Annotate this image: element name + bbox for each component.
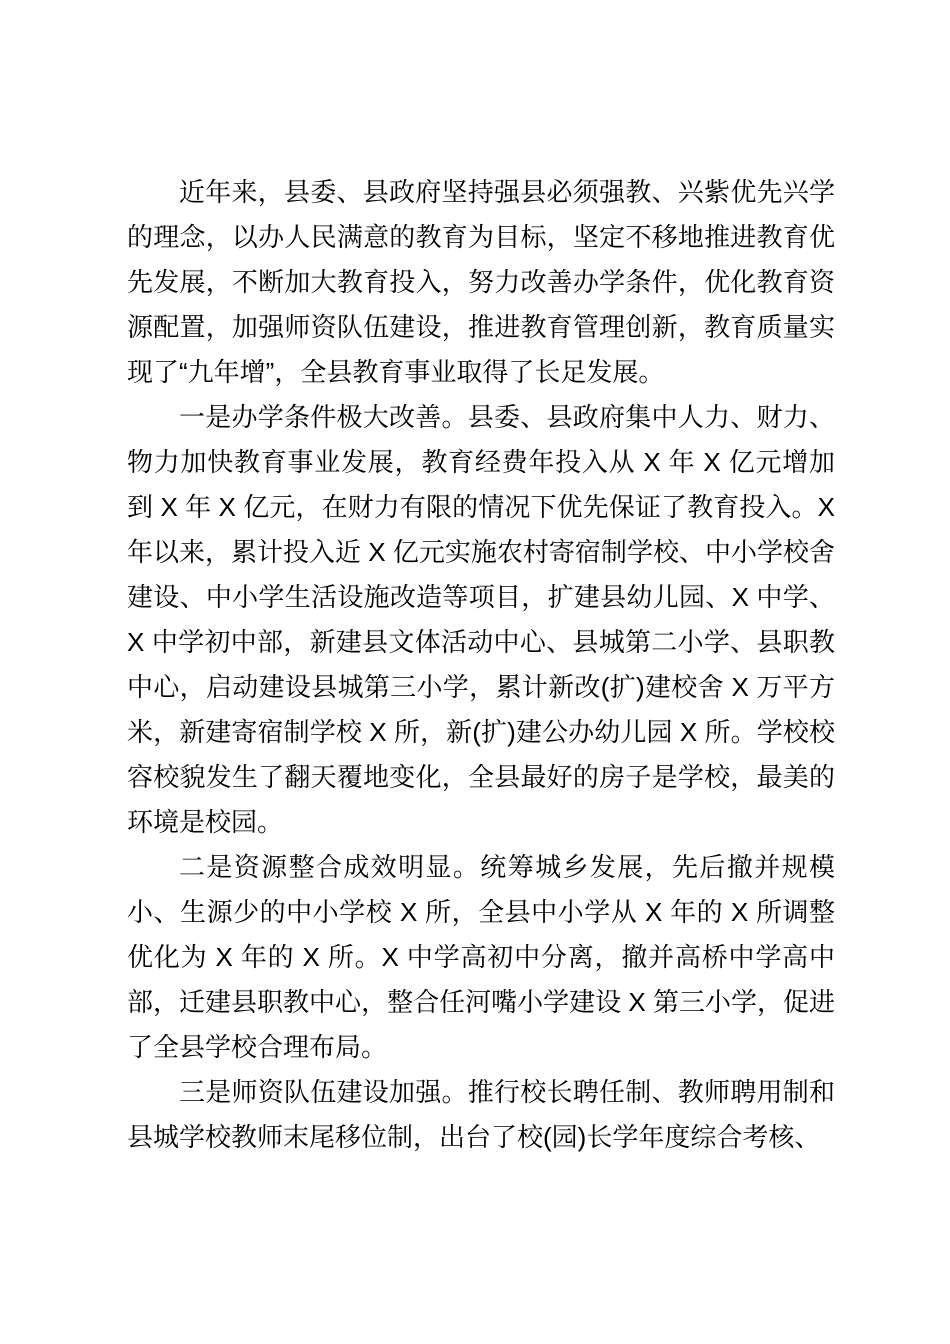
paragraph-point-three: 三是师资队伍建设加强。推行校长聘任制、教师聘用制和县城学校教师末尾移位制，出台了校(园)长学年度综合考核、 — [127, 1077, 835, 1152]
document-body — [127, 170, 835, 1160]
paragraph-point-two: 二是资源整合成效明显。统筹城乡发展，先后撤并规模小、生源少的中小学校 X 所，全县中小学从 X 年的 X 所调整优化为 X 年的 X 所。X 中学高初中分离，撤并高桥中学高中部，迁建县职教中心，整合任河嘴小学建设 X 第三小学，促进了全县学校合理布局。 — [127, 852, 835, 1062]
paragraph-intro: 近年来，县委、县政府坚持强县必须强教、兴紫优先兴学的理念，以办人民满意的教育为目标，坚定不移地推进教育优先发展，不断加大教育投入，努力改善办学条件，优化教育资源配置，加强师资队伍建设，推进教育管理创新，教育质量实现了“九年增”，全县教育事业取得了长足发展。 — [127, 177, 835, 387]
paragraph-point-one: 一是办学条件极大改善。县委、县政府集中人力、财力、物力加快教育事业发展，教育经费年投入从 X 年 X 亿元增加到 X 年 X 亿元，在财力有限的情况下优先保证了教育投入。X 年以来，累计投入近 X 亿元实施农村寄宿制学校、中小学校舍建设、中小学生活设施改造等项目，扩建县幼儿园、X 中学、X 中学初中部，新建县文体活动中心、县城第二小学、县职教中心，启动建设县城第三小学，累计新改(扩)建校舍 X 万平方米，新建寄宿制学校 X 所，新(扩)建公办幼儿园 X 所。学校校容校貌发生了翻天覆地变化，全县最好的房子是学校，最美的环境是校园。 — [127, 402, 835, 837]
